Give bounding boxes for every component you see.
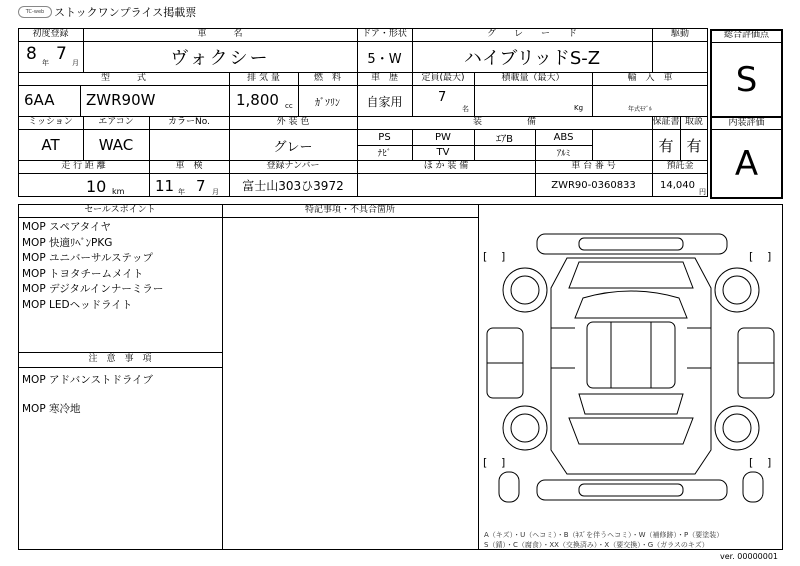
svg-text:]: ] bbox=[501, 456, 506, 469]
damage-legend bbox=[484, 530, 780, 550]
cautions-list bbox=[22, 373, 218, 417]
label-interior-score: 内装評価 bbox=[728, 118, 765, 128]
price-unit: 円 bbox=[699, 188, 706, 196]
label-drive: 駆動 bbox=[670, 29, 689, 39]
label-model-name: 車 名 bbox=[197, 29, 243, 39]
label-first-reg: 初度登録 bbox=[32, 29, 69, 39]
manual-value: 有 bbox=[686, 136, 702, 155]
equip-navi: ﾅﾋﾞ bbox=[377, 149, 392, 159]
label-grade: グ レ ー ド bbox=[486, 29, 577, 39]
legend-line-2: S（錆）・C（腐食）・XX（交換済み）・X（要交換）・G（ガラスのキズ） bbox=[484, 541, 709, 549]
fuel-value: ｶﾞｿﾘﾝ bbox=[315, 97, 340, 109]
label-load: 積載量（最大） bbox=[501, 73, 565, 83]
label-import: 輸 入 車 bbox=[627, 73, 673, 83]
first-reg-year-unit: 年 bbox=[42, 59, 49, 67]
list-item: MOP アドバンストドライブ bbox=[22, 374, 153, 386]
label-price: 預託金 bbox=[666, 161, 694, 171]
type-code-value: 6AA bbox=[24, 91, 55, 109]
label-inspection: 車 検 bbox=[175, 161, 203, 171]
label-fuel: 燃 料 bbox=[313, 73, 341, 83]
overall-score-value: S bbox=[735, 59, 758, 100]
model-name-value: ヴォクシー bbox=[170, 48, 270, 69]
label-chassis: 車 台 番 号 bbox=[571, 161, 616, 171]
label-manual: 取説 bbox=[684, 117, 703, 127]
label-exterior-color: 外 装 色 bbox=[276, 117, 310, 127]
price-value: 14,040 bbox=[660, 180, 695, 191]
first-reg-month-unit: 月 bbox=[72, 59, 79, 67]
equip-airbag: ｴｱB bbox=[496, 133, 513, 145]
list-item: MOP トヨタチームメイト bbox=[22, 267, 144, 280]
equip-alumi: ｱﾙﾐ bbox=[556, 149, 571, 159]
first-reg-month: 7 bbox=[56, 44, 67, 64]
inspection-month: 7 bbox=[196, 177, 206, 195]
label-type: 型 式 bbox=[100, 73, 146, 83]
svg-text:[: [ bbox=[749, 456, 754, 469]
aircon-value: WAC bbox=[98, 136, 134, 154]
label-vehicle-class: 車 歴 bbox=[370, 73, 398, 83]
svg-text:]: ] bbox=[501, 250, 506, 263]
list-item bbox=[22, 389, 218, 402]
inspection-month-unit: 月 bbox=[212, 188, 219, 196]
equip-abs: ABS bbox=[553, 131, 574, 143]
list-item: MOP LEDヘッドライト bbox=[22, 298, 133, 311]
inspection-year-unit: 年 bbox=[178, 188, 185, 196]
special-notes-title: 特記事項・不具合箇所 bbox=[304, 205, 395, 215]
plate-value: 富士山303ひ3972 bbox=[242, 179, 344, 193]
svg-text:]: ] bbox=[767, 456, 772, 469]
door-shape-value: 5・W bbox=[367, 51, 402, 67]
warranty-value: 有 bbox=[658, 136, 674, 155]
mileage-unit: km bbox=[112, 187, 125, 196]
load-unit: Kg bbox=[574, 104, 584, 112]
inspection-year: 11 bbox=[155, 177, 175, 195]
import-note: 年式ﾓﾃﾞﾙ bbox=[628, 106, 653, 113]
svg-text:[: [ bbox=[483, 250, 488, 263]
legend-line-1: A（キズ）・U（ヘコミ）・B（ｷｽﾞを伴うヘコミ）・W（補修跡）・P（要塗装） bbox=[484, 531, 724, 539]
label-displacement: 排 気 量 bbox=[247, 73, 280, 83]
chassis-value: ZWR90-0360833 bbox=[551, 180, 636, 191]
label-capacity: 定員(最大) bbox=[421, 73, 465, 83]
label-mileage: 走 行 距 離 bbox=[61, 161, 106, 171]
label-equipment: 装 備 bbox=[472, 117, 536, 127]
displacement-value: 1,800 bbox=[236, 91, 279, 109]
type-model-value: ZWR90W bbox=[86, 91, 156, 109]
svg-text:[: [ bbox=[749, 250, 754, 263]
label-other-equip: ほ か 装 備 bbox=[423, 161, 469, 171]
version-label: ver. 00000001 bbox=[720, 552, 779, 561]
list-item: MOP スペアタイヤ bbox=[22, 221, 112, 233]
first-reg-year: 8 bbox=[26, 44, 37, 64]
drive-value bbox=[652, 42, 708, 72]
list-item: MOP 快適ﾘﾍﾞﾝPKG bbox=[22, 236, 113, 249]
mission-value: AT bbox=[41, 136, 60, 154]
equip-empty bbox=[474, 145, 535, 160]
sales-points-list bbox=[22, 220, 218, 313]
capacity-value: 7 bbox=[438, 90, 447, 105]
capacity-unit: 名 bbox=[462, 105, 469, 113]
equip-tv: TV bbox=[436, 147, 450, 158]
list-item: MOP ユニバーサルステップ bbox=[22, 252, 153, 264]
equip-pw: PW bbox=[435, 131, 451, 143]
label-door-shape: ドア・形状 bbox=[362, 29, 407, 39]
svg-text:]: ] bbox=[767, 250, 772, 263]
list-item: MOP デジタルインナーミラー bbox=[22, 283, 164, 295]
vehicle-class-value: 自家用 bbox=[366, 94, 403, 109]
mileage-value: 10 bbox=[86, 177, 107, 196]
label-aircon: エアコン bbox=[98, 117, 134, 127]
label-plate: 登録ナンバー bbox=[266, 161, 320, 171]
list-item: MOP 寒冷地 bbox=[22, 402, 81, 415]
label-warranty: 保証書 bbox=[652, 117, 680, 127]
label-overall-score: 総合評価点 bbox=[723, 30, 769, 40]
cautions-title: 注 意 事 項 bbox=[88, 354, 152, 364]
label-mission: ミッション bbox=[28, 117, 73, 127]
logo: TC-web bbox=[18, 6, 52, 18]
exterior-color-value: グレー bbox=[273, 139, 313, 155]
sales-points-title: セールスポイント bbox=[84, 205, 156, 215]
svg-text:[: [ bbox=[483, 456, 488, 469]
displacement-unit: cc bbox=[285, 102, 293, 110]
page-title: ストックワンプライス掲載票 bbox=[54, 6, 197, 19]
grade-value: ハイブリッドS-Z bbox=[463, 48, 601, 69]
interior-score-value: A bbox=[734, 144, 759, 184]
equip-ps: PS bbox=[378, 131, 391, 143]
car-condition-diagram bbox=[479, 218, 782, 528]
label-color-no: カラーNo. bbox=[168, 117, 210, 127]
